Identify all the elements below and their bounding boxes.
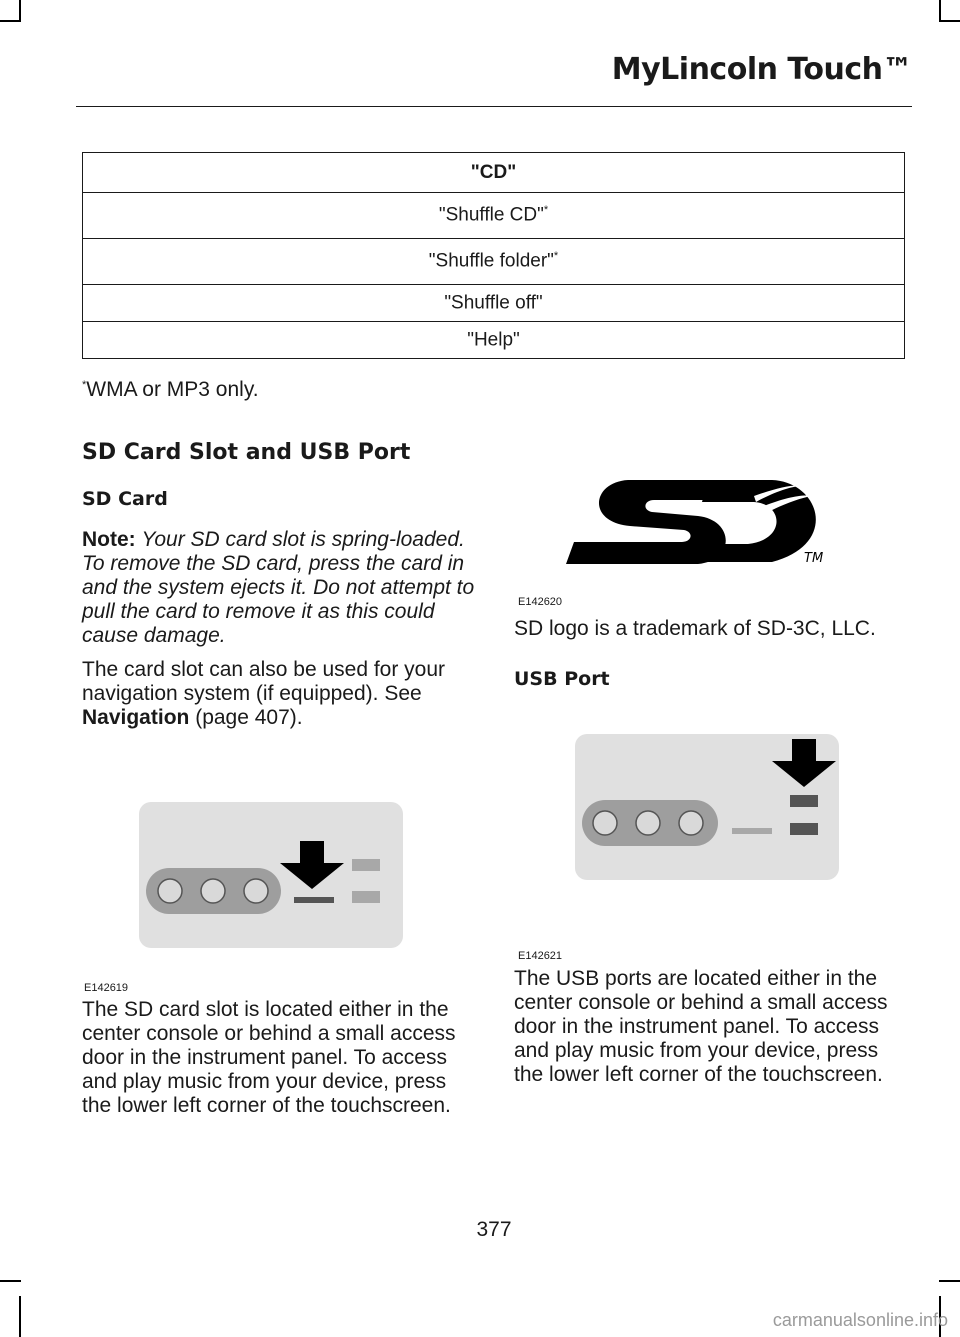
- crop-mark: [939, 0, 941, 22]
- usb-port-body: The USB ports are located either in the center console or behind a small access door in the instrument panel. To access and play music from your device, press the lower left corner of the touchscreen.: [514, 967, 888, 1086]
- navigation-link[interactable]: Navigation: [82, 706, 190, 729]
- sd-card-heading: SD Card: [82, 488, 168, 510]
- crop-mark: [19, 0, 21, 22]
- sd-card-navigation-text: The card slot can also be used for your navigation system (if equipped). See Navigation (page 407).: [82, 658, 446, 729]
- voice-commands-table: [82, 152, 905, 359]
- section-title: SD Card Slot and USB Port: [82, 440, 411, 465]
- footnote-mark: *: [543, 204, 549, 217]
- page-title: MyLincoln Touch™: [611, 52, 912, 87]
- usb-port-heading: USB Port: [514, 668, 610, 690]
- figure-code: E142621: [518, 950, 563, 962]
- footnote-mark: *: [553, 250, 559, 263]
- figure-code: E142620: [518, 596, 563, 608]
- crop-mark: [939, 20, 960, 22]
- sd-card-slot-illustration: [138, 801, 404, 949]
- sd-card-note: Note: Your SD card slot is spring-loaded. To remove the SD card, press the card in and the system ejects it. Do not attempt to pull the card to remove it as this could cause damage.: [82, 528, 475, 647]
- table-header: "CD": [83, 153, 905, 193]
- table-row: "Shuffle CD"*: [83, 193, 905, 239]
- crop-mark: [19, 1296, 21, 1337]
- page-number: 377: [476, 1218, 512, 1241]
- watermark: carmanualsonline.info: [772, 1310, 948, 1330]
- crop-mark: [0, 20, 21, 22]
- sd-card-body: The SD card slot is located either in the center console or behind a small access door in the instrument panel. To access and play music from your device, press the lower left corner of the touchscreen.: [82, 998, 456, 1117]
- sd-logo: [558, 474, 830, 574]
- crop-mark: [0, 1280, 21, 1282]
- table-row: "Help": [83, 322, 905, 359]
- figure-code: E142619: [84, 982, 129, 994]
- crop-mark: [939, 1280, 960, 1282]
- footnote: *WMA or MP3 only.: [82, 378, 259, 401]
- table-row: "Shuffle off": [83, 285, 905, 322]
- title-rule: [76, 106, 912, 107]
- usb-port-illustration: [574, 733, 840, 881]
- trademark-symbol: TM: [804, 551, 824, 566]
- table-row: "Shuffle folder"*: [83, 239, 905, 285]
- sd-logo-caption: SD logo is a trademark of SD-3C, LLC.: [514, 617, 876, 640]
